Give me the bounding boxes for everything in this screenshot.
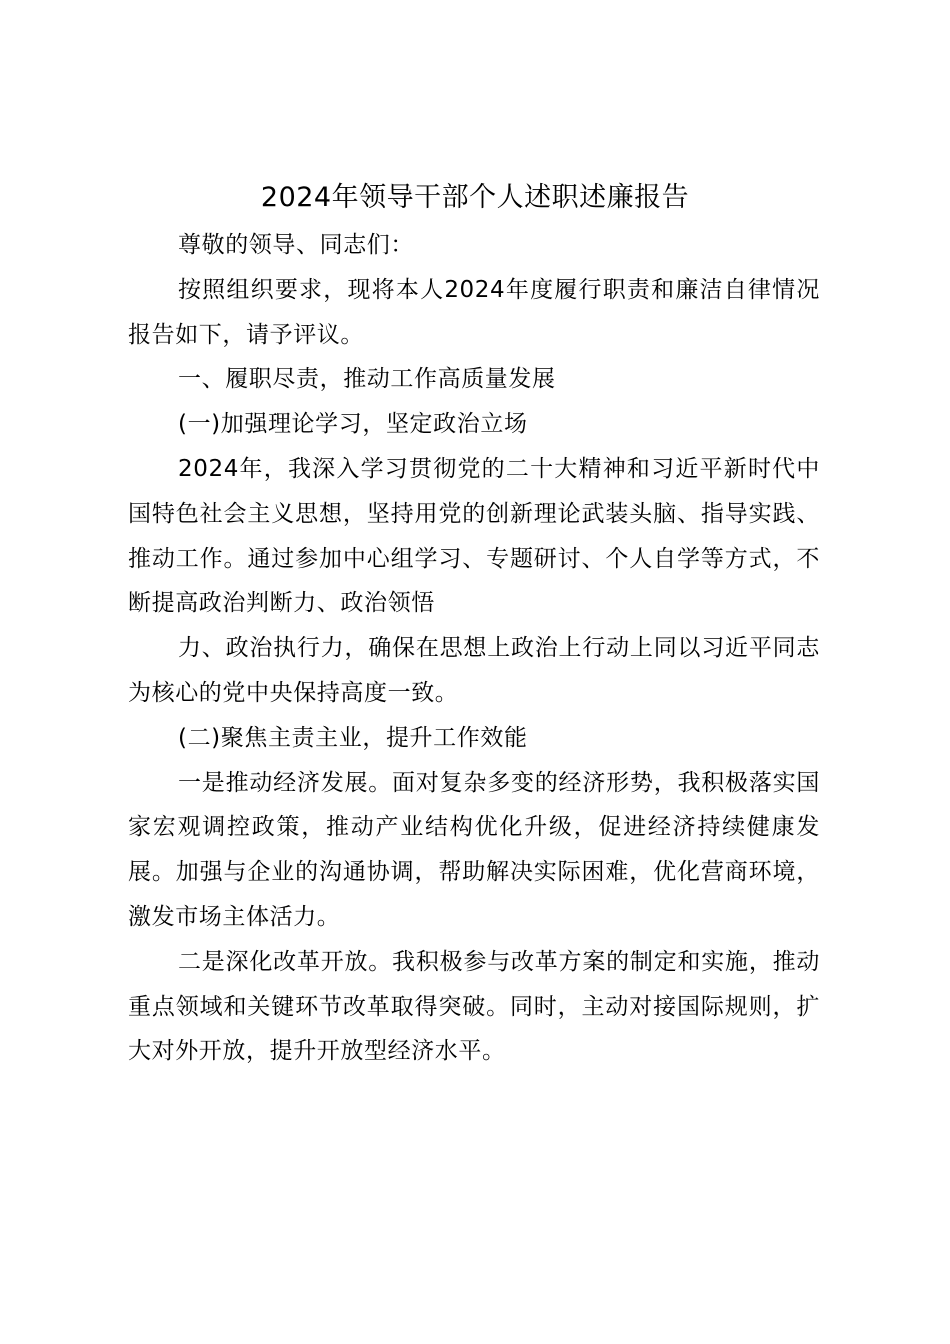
subsection-heading-1: (一)加强理论学习，坚定政治立场 — [178, 411, 528, 438]
paragraph-economic-development: 一是推动经济发展。面对复杂多变的经济形势，我积极落实国家宏观调控政策，推动产业结构优化升级，促进经济持续健康发展。加强与企业的沟通协调，帮助解决实际困难，优化营商环境，激发市场主体活力。 — [128, 769, 820, 930]
document-body — [128, 223, 820, 1074]
paragraph-theory-study-continued: 力、政治执行力，确保在思想上政治上行动上同以习近平同志为核心的党中央保持高度一致。 — [128, 635, 820, 706]
paragraph-reform-opening: 二是深化改革开放。我积极参与改革方案的制定和实施，推动重点领域和关键环节改革取得突破。同时，主动对接国际规则，扩大对外开放，提升开放型经济水平。 — [128, 948, 820, 1065]
paragraph-theory-study: 2024年，我深入学习贯彻党的二十大精神和习近平新时代中国特色社会主义思想，坚持用党的创新理论武装头脑、指导实践、推动工作。通过参加中心组学习、专题研讨、个人自学等方式，不断提高政治判断力、政治领悟 — [128, 455, 820, 617]
intro-paragraph: 按照组织要求，现将本人2024年度履行职责和廉洁自律情况报告如下，请予评议。 — [128, 276, 820, 348]
subsection-heading-2: (二)聚焦主责主业，提升工作效能 — [178, 724, 528, 751]
salutation: 尊敬的领导、同志们： — [178, 232, 414, 258]
section-heading-1: 一、履职尽责，推动工作高质量发展 — [178, 366, 556, 393]
document-title: 2024年领导干部个人述职述廉报告 — [260, 182, 690, 213]
